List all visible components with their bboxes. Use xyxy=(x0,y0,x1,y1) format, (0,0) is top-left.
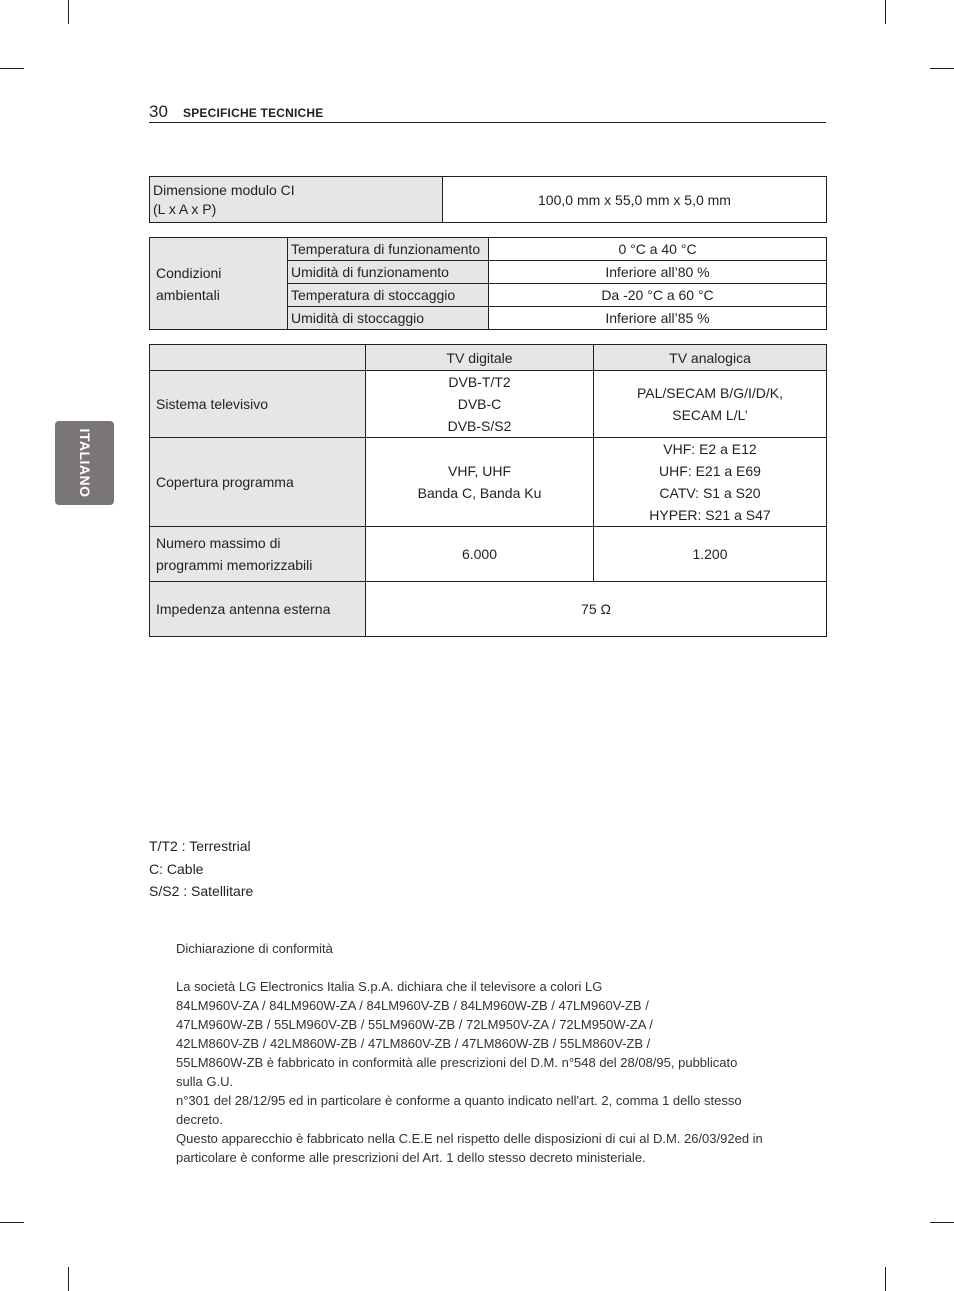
environment-row-value: 0 °C a 40 °C xyxy=(489,238,827,261)
declaration-of-conformity xyxy=(176,939,816,1167)
declaration-line: Questo apparecchio è fabbricato nella C.E.E nel rispetto delle disposizioni di cui al D.M. 26/03/92ed in xyxy=(176,1131,763,1146)
declaration-line: 47LM960W-ZB / 55LM960V-ZB / 55LM960W-ZB / 72LM950V-ZA / 72LM950W-ZA / xyxy=(176,1017,653,1032)
declaration-title: Dichiarazione di conformità xyxy=(176,941,333,956)
antenna-value: 75 Ω xyxy=(366,582,827,637)
antenna-label: Impedenza antenna esterna xyxy=(150,582,366,637)
max-programs-analog: 1.200 xyxy=(594,527,827,582)
declaration-line: decreto. xyxy=(176,1112,223,1127)
coverage-label: Copertura programma xyxy=(150,438,366,527)
crop-mark xyxy=(885,1267,886,1291)
page-number: 30 xyxy=(149,102,168,121)
coverage-analog: VHF: E2 a E12 UHF: E21 a E69 CATV: S1 a S20 HYPER: S21 a S47 xyxy=(594,438,827,527)
environment-table xyxy=(149,237,827,330)
max-programs-label: Numero massimo di programmi memorizzabili xyxy=(150,527,366,582)
tv-system-label: Sistema televisivo xyxy=(150,371,366,438)
declaration-line: n°301 del 28/12/95 ed in particolare è conforme a quanto indicato nell'art. 2, comma 1 dello stesso xyxy=(176,1093,742,1108)
crop-mark xyxy=(930,1222,954,1223)
tv-system-analog: PAL/SECAM B/G/I/D/K, SECAM L/L’ xyxy=(594,371,827,438)
crop-mark xyxy=(0,68,24,69)
note-line: C: Cable xyxy=(149,860,204,877)
tv-system-digital: DVB-T/T2 DVB-C DVB-S/S2 xyxy=(366,371,594,438)
crop-mark xyxy=(68,1267,69,1291)
col-header-analog: TV analogica xyxy=(594,345,827,371)
environment-row-label: Umidità di stoccaggio xyxy=(288,307,489,330)
ci-module-label: Dimensione modulo CI (L x A x P) xyxy=(150,177,443,223)
page-header xyxy=(149,100,826,123)
tv-header-empty xyxy=(150,345,366,371)
environment-row-label: Temperatura di funzionamento xyxy=(288,238,489,261)
tv-specs-table xyxy=(149,344,827,637)
declaration-line: 55LM860W-ZB è fabbricato in conformità alle prescrizioni del D.M. n°548 del 28/08/95, pubblicato xyxy=(176,1055,738,1070)
crop-mark xyxy=(0,1222,24,1223)
declaration-line: particolare è conforme alle prescrizioni del Art. 1 dello stesso decreto ministeriale. xyxy=(176,1150,646,1165)
environment-row-value: Inferiore all’80 % xyxy=(489,261,827,284)
note-line: S/S2 : Satellitare xyxy=(149,883,254,899)
crop-mark xyxy=(68,0,69,24)
coverage-digital: VHF, UHF Banda C, Banda Ku xyxy=(366,438,594,527)
environment-group-label: Condizioni ambientali xyxy=(150,238,288,330)
max-programs-digital: 6.000 xyxy=(366,527,594,582)
col-header-digital: TV digitale xyxy=(366,345,594,371)
environment-row-value: Inferiore all’85 % xyxy=(489,307,827,330)
declaration-line: 84LM960V-ZA / 84LM960W-ZA / 84LM960V-ZB / 84LM960W-ZB / 47LM960V-ZB / xyxy=(176,998,649,1013)
declaration-line: La società LG Electronics Italia S.p.A. dichiara che il televisore a colori LG xyxy=(176,979,603,994)
crop-mark xyxy=(930,68,954,69)
language-tab-label: ITALIANO xyxy=(77,428,93,498)
environment-row-label: Umidità di funzionamento xyxy=(288,261,489,284)
declaration-line: sulla G.U. xyxy=(176,1074,234,1089)
language-tab xyxy=(55,421,114,505)
note-line: T/T2 : Terrestrial xyxy=(149,838,251,854)
section-title: SPECIFICHE TECNICHE xyxy=(183,106,324,120)
ci-module-value: 100,0 mm x 55,0 mm x 5,0 mm xyxy=(443,177,827,223)
abbreviation-notes xyxy=(149,835,253,903)
environment-row-value: Da -20 °C a 60 °C xyxy=(489,284,827,307)
declaration-line: 42LM860V-ZB / 42LM860W-ZB / 47LM860V-ZB / 47LM860W-ZB / 55LM860V-ZB / xyxy=(176,1036,651,1051)
environment-row-label: Temperatura di stoccaggio xyxy=(288,284,489,307)
ci-module-table xyxy=(149,176,827,223)
crop-mark xyxy=(885,0,886,24)
